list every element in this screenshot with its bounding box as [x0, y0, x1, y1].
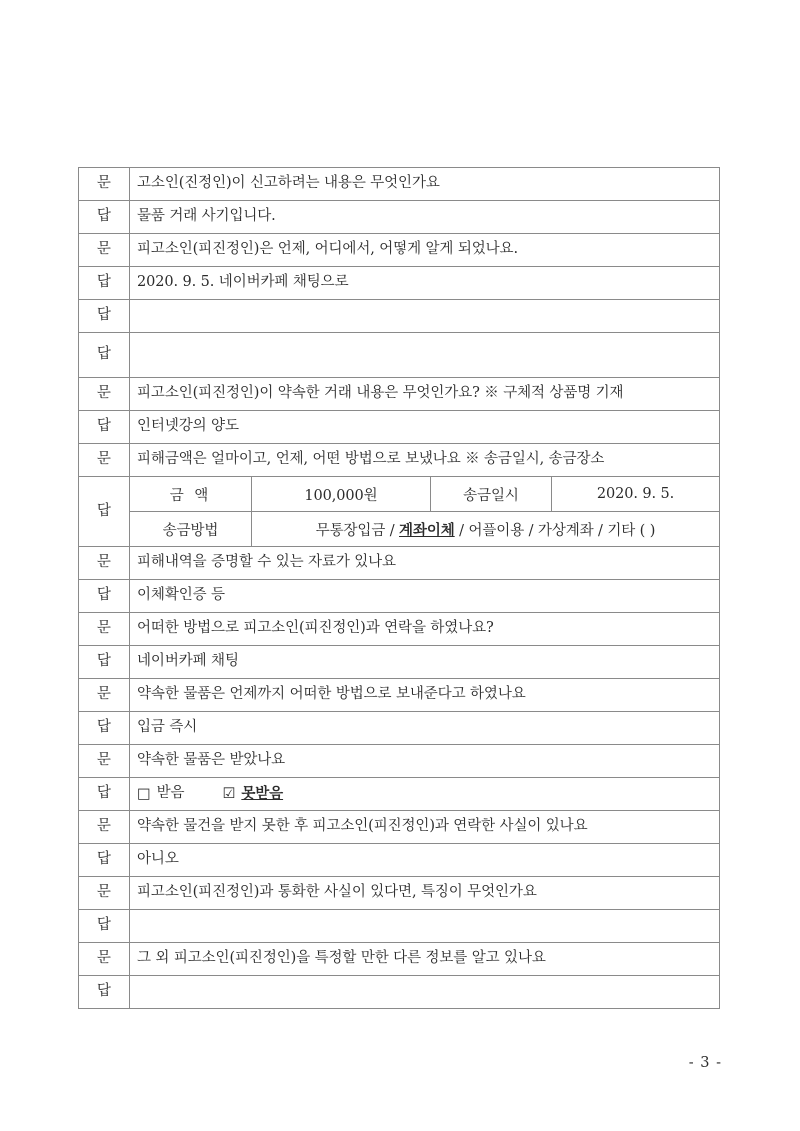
row-label: 답: [96, 983, 112, 1000]
row-content: 네이버카페 채팅: [137, 653, 239, 670]
row-content-cell: [130, 201, 720, 234]
row-label-cell: [79, 300, 130, 333]
method-label-cell: 송금방법: [130, 512, 252, 547]
row-content: 이체확인증 등: [137, 587, 225, 604]
row-label: 답: [96, 851, 112, 868]
row-label: 문: [96, 241, 112, 258]
payment-amount-row: [130, 477, 719, 512]
table-row: [79, 547, 720, 580]
row-label-cell: [79, 378, 130, 411]
row-label-cell: [79, 811, 130, 844]
row-label: 문: [96, 554, 112, 571]
row-label: 답: [96, 208, 112, 225]
row-label: 답: [96, 917, 112, 934]
row-label: 문: [96, 752, 112, 769]
row-label: 답: [96, 587, 112, 604]
row-content-cell: [130, 580, 720, 613]
row-label-cell: [79, 712, 130, 745]
table-row: [79, 943, 720, 976]
row-label: 문: [96, 818, 112, 835]
row-content: 인터넷강의 양도: [137, 418, 239, 435]
row-content-cell: [130, 646, 720, 679]
table-row: [79, 201, 720, 234]
row-content-cell: [130, 811, 720, 844]
option-received-label: 받음: [156, 785, 185, 802]
row-label-cell: [79, 477, 130, 547]
row-label-cell: [79, 547, 130, 580]
row-label-cell: [79, 778, 130, 811]
option-received[interactable]: [137, 785, 184, 802]
row-content: 고소인(진정인)이 신고하려는 내용은 무엇인가요: [137, 175, 440, 192]
row-content: 그 외 피고소인(피진정인)을 특정할 만한 다른 정보를 알고 있나요: [137, 950, 546, 967]
row-label: 답: [96, 418, 112, 435]
method-options-cell: [252, 512, 720, 547]
page-number-footer: - 3 -: [688, 1055, 722, 1071]
row-label: 답: [96, 307, 112, 324]
receipt-status-options: [130, 785, 719, 802]
row-label-cell: [79, 910, 130, 943]
row-label-cell: [79, 745, 130, 778]
table-row: [79, 613, 720, 646]
row-content-cell: [130, 378, 720, 411]
row-label: 문: [96, 620, 112, 637]
row-content-cell: [130, 976, 720, 1009]
table-row: [79, 745, 720, 778]
table-row-payment: [79, 477, 720, 547]
table-row: [79, 444, 720, 477]
row-label-cell: [79, 168, 130, 201]
row-content: 약속한 물품은 받았나요: [137, 752, 286, 769]
method-options: [316, 523, 656, 539]
row-label: 문: [96, 385, 112, 402]
row-content: 2020. 9. 5. 네이버카페 채팅으로: [137, 274, 349, 291]
row-content: 물품 거래 사기입니다.: [137, 208, 276, 225]
row-label-cell: [79, 679, 130, 712]
table-row: [79, 300, 720, 333]
row-content-cell: [130, 778, 720, 811]
amount-label-cell: [130, 477, 252, 512]
payment-details-table: [130, 477, 719, 546]
row-content: 피고소인(피진정인)이 약속한 거래 내용은 무엇인가요? ※ 구체적 상품명 기재: [137, 385, 624, 402]
qa-table-body: [79, 168, 720, 1009]
row-content: 피고소인(피진정인)과 통화한 사실이 있다면, 특징이 무엇인가요: [137, 884, 537, 901]
transfer-date-value-cell: 2020. 9. 5.: [552, 477, 720, 512]
payment-details-cell: [130, 477, 720, 547]
row-label: 문: [96, 884, 112, 901]
row-content-cell: [130, 877, 720, 910]
row-label-cell: [79, 333, 130, 378]
row-content: 피해금액은 얼마이고, 언제, 어떤 방법으로 보냈나요 ※ 송금일시, 송금장소: [137, 451, 605, 468]
row-content-cell: [130, 444, 720, 477]
table-row: [79, 877, 720, 910]
unchecked-checkbox-icon[interactable]: □: [137, 785, 151, 802]
complaint-qa-table: [78, 167, 720, 1009]
row-label-cell: [79, 613, 130, 646]
row-content-cell: [130, 910, 720, 943]
row-content: 어떠한 방법으로 피고소인(피진정인)과 연락을 하였나요?: [137, 620, 494, 637]
row-content: 약속한 물건을 받지 못한 후 피고소인(피진정인)과 연락한 사실이 있나요: [137, 818, 588, 835]
transfer-date-label-cell: 송금일시: [431, 477, 552, 512]
row-content: 피고소인(피진정인)은 언제, 어디에서, 어떻게 알게 되었나요.: [137, 241, 518, 258]
table-row-checkbox: [79, 778, 720, 811]
row-content: 약속한 물품은 언제까지 어떠한 방법으로 보내준다고 하였나요: [137, 686, 526, 703]
method-options-before: 무통장입금 /: [315, 522, 400, 539]
row-label: 문: [96, 950, 112, 967]
table-row: [79, 168, 720, 201]
table-row: [79, 646, 720, 679]
table-row: [79, 333, 720, 378]
row-content-cell: [130, 679, 720, 712]
row-label: 답: [96, 346, 112, 363]
row-label-cell: [79, 580, 130, 613]
row-label: 답: [96, 502, 112, 519]
table-row: [79, 580, 720, 613]
amount-label: 금 액: [169, 487, 212, 504]
amount-value-cell: 100,000원: [252, 477, 431, 512]
row-content-cell: [130, 613, 720, 646]
row-content-cell: [130, 234, 720, 267]
table-row: [79, 679, 720, 712]
method-options-after: / 어플이용 / 가상계좌 / 기타 ( ): [454, 522, 656, 539]
row-label: 답: [96, 785, 112, 802]
option-not-received[interactable]: [222, 785, 283, 802]
row-label: 문: [96, 686, 112, 703]
row-label-cell: [79, 877, 130, 910]
row-label-cell: [79, 234, 130, 267]
row-label-cell: [79, 201, 130, 234]
row-label-cell: [79, 844, 130, 877]
row-content-cell: [130, 943, 720, 976]
row-content-cell: [130, 300, 720, 333]
table-row: [79, 844, 720, 877]
row-content-cell: [130, 712, 720, 745]
table-row: [79, 267, 720, 300]
row-label-cell: [79, 444, 130, 477]
row-label: 문: [96, 175, 112, 192]
row-content: 입금 즉시: [137, 719, 198, 736]
table-row: [79, 378, 720, 411]
table-row: [79, 910, 720, 943]
row-label-cell: [79, 411, 130, 444]
option-not-received-label: 못받음: [241, 785, 284, 803]
row-label: 답: [96, 274, 112, 291]
method-selected[interactable]: 계좌이체: [399, 521, 455, 539]
row-content: 아니오: [137, 851, 179, 868]
row-label: 문: [96, 451, 112, 468]
row-content-cell: [130, 333, 720, 378]
payment-method-row: [130, 512, 719, 547]
table-row: [79, 976, 720, 1009]
checked-checkbox-icon[interactable]: ☑: [222, 785, 236, 802]
table-row: [79, 234, 720, 267]
row-content-cell: [130, 745, 720, 778]
row-content-cell: [130, 267, 720, 300]
row-content: 피해내역을 증명할 수 있는 자료가 있나요: [137, 554, 396, 571]
row-label: 답: [96, 719, 112, 736]
row-label: 답: [96, 653, 112, 670]
row-label-cell: [79, 267, 130, 300]
row-label-cell: [79, 943, 130, 976]
row-content-cell: [130, 411, 720, 444]
row-label-cell: [79, 976, 130, 1009]
row-content-cell: [130, 844, 720, 877]
table-row: [79, 811, 720, 844]
table-row: [79, 712, 720, 745]
row-content-cell: [130, 168, 720, 201]
row-content-cell: [130, 547, 720, 580]
row-label-cell: [79, 646, 130, 679]
payment-table-body: [130, 477, 719, 546]
table-row: [79, 411, 720, 444]
